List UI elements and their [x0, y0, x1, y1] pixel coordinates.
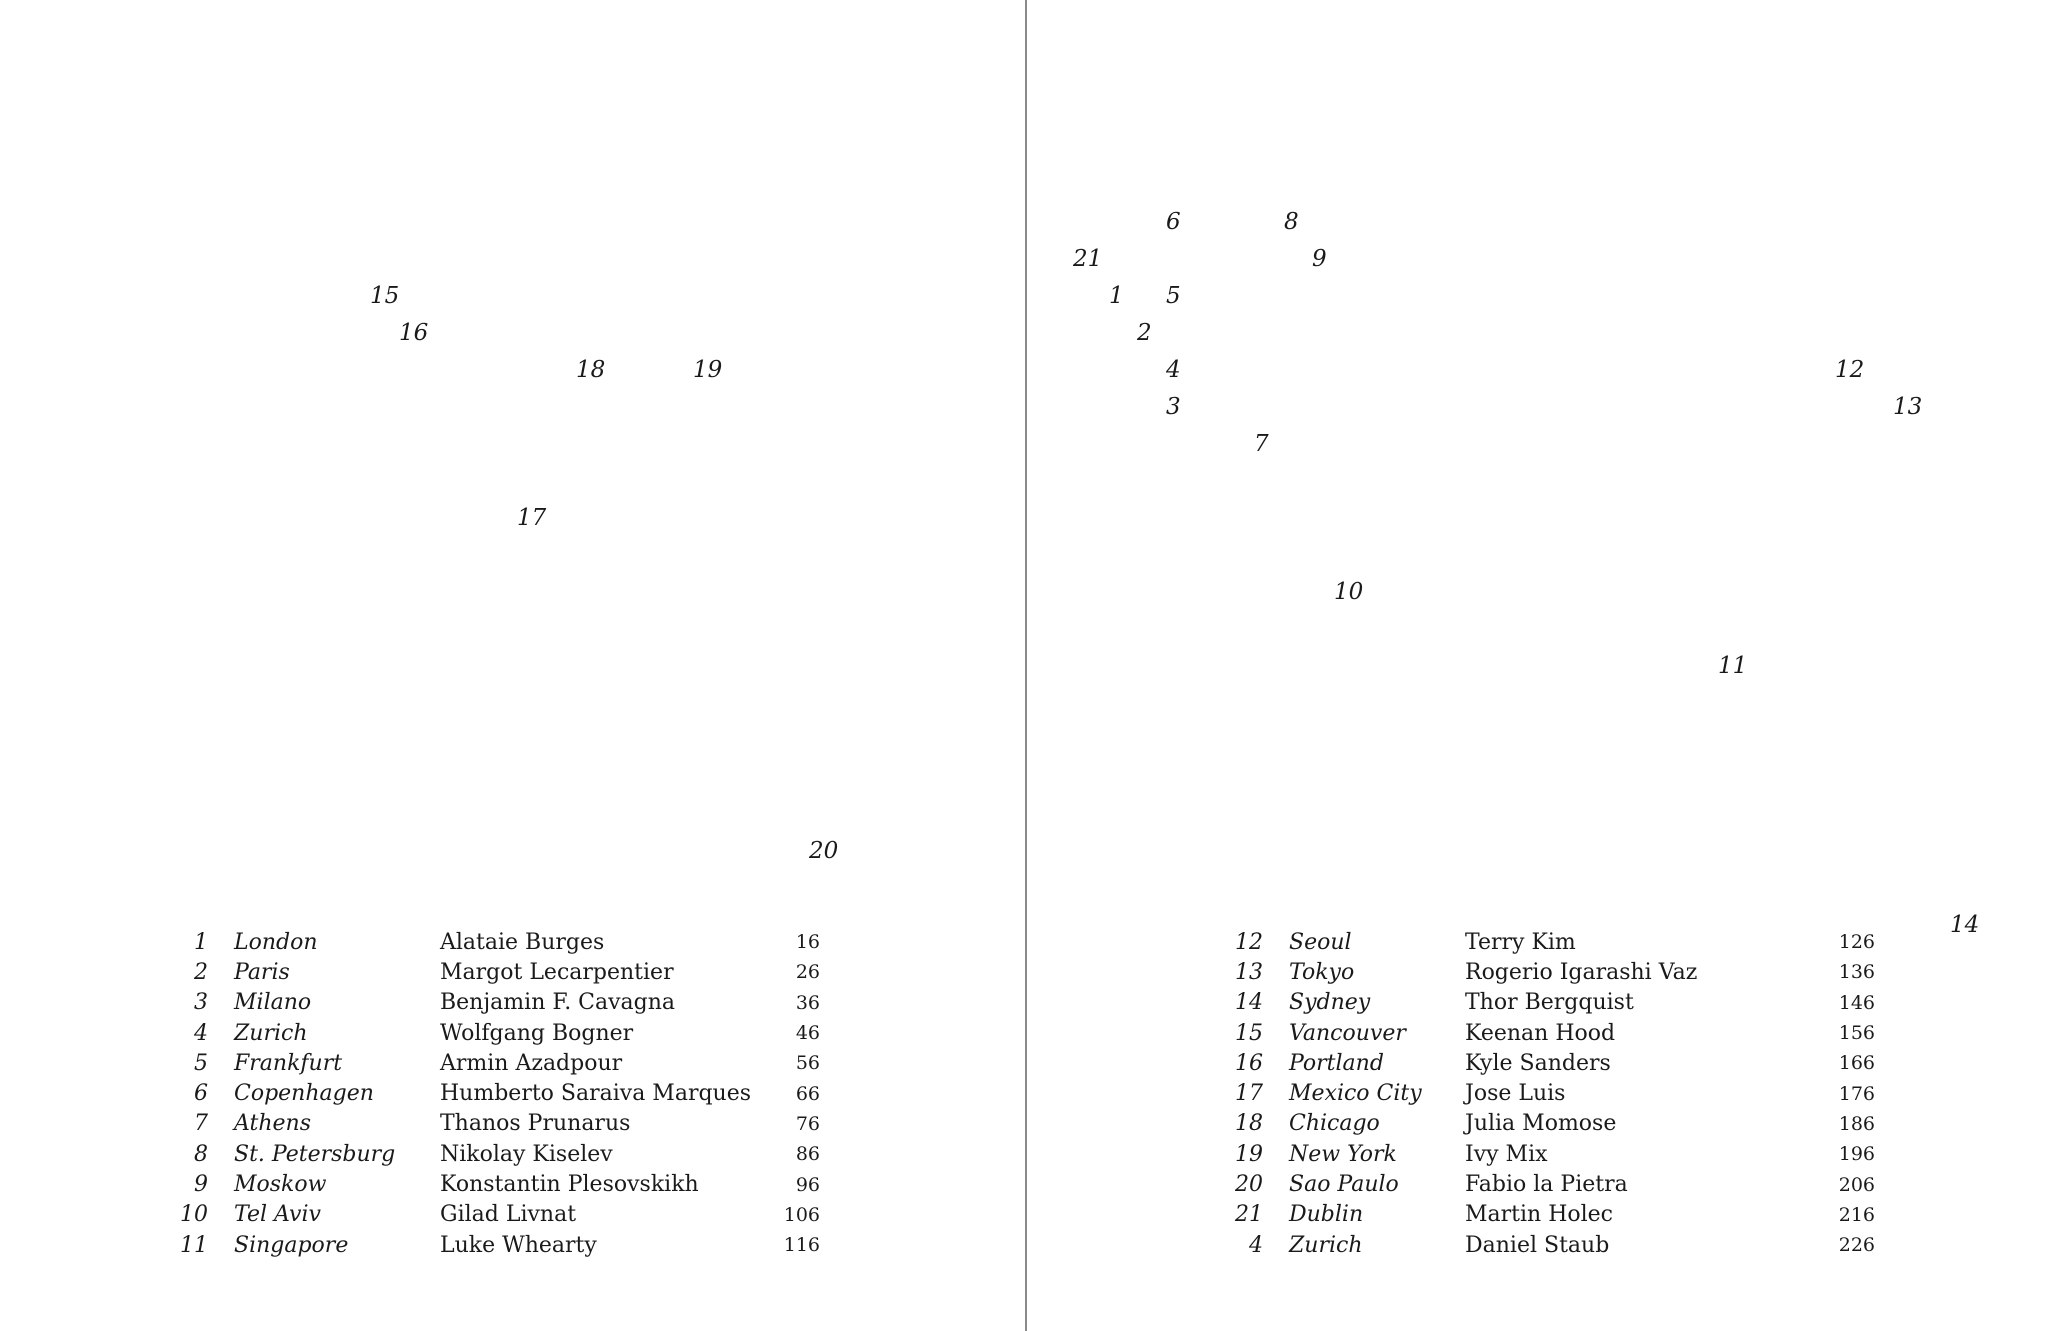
page-number: 206 — [1838, 1173, 1875, 1196]
person-name: Thor Bergquist — [1465, 990, 1634, 1016]
table-row — [1226, 1018, 1875, 1048]
entry-number: 5 — [194, 1050, 208, 1076]
map-marker: 21 — [1073, 246, 1103, 272]
person-name: Daniel Staub — [1465, 1232, 1610, 1258]
page-number: 116 — [783, 1234, 820, 1257]
table-row — [176, 927, 820, 957]
table-row — [176, 1230, 820, 1260]
person-name: Fabio la Pietra — [1465, 1172, 1628, 1198]
entry-number: 4 — [1249, 1232, 1263, 1258]
entry-number: 14 — [1235, 990, 1263, 1016]
table-row — [1226, 1109, 1875, 1139]
city-name: Portland — [1289, 1050, 1384, 1076]
person-name: Benjamin F. Cavagna — [440, 990, 676, 1016]
map-marker: 10 — [1334, 579, 1364, 605]
entry-number: 1 — [194, 929, 208, 955]
map-marker: 16 — [399, 320, 429, 346]
person-name: Konstantin Plesovskikh — [440, 1172, 699, 1198]
table-row — [176, 957, 820, 987]
person-name: Martin Holec — [1465, 1202, 1614, 1228]
page-number: 226 — [1838, 1234, 1875, 1257]
map-marker: 3 — [1166, 394, 1181, 420]
person-name: Thanos Prunarus — [440, 1111, 631, 1137]
person-name: Alataie Burges — [440, 929, 605, 955]
person-name: Nikolay Kiselev — [440, 1141, 613, 1167]
table-row — [1226, 1200, 1875, 1230]
entry-number: 3 — [194, 990, 208, 1016]
map-marker: 13 — [1893, 394, 1923, 420]
city-name: Tokyo — [1289, 959, 1355, 985]
city-name: Dublin — [1289, 1202, 1364, 1228]
map-marker: 12 — [1835, 357, 1865, 383]
entry-number: 7 — [194, 1111, 208, 1137]
person-name: Julia Momose — [1465, 1111, 1617, 1137]
page-number: 126 — [1838, 931, 1875, 954]
city-name: London — [234, 929, 318, 955]
map-marker: 8 — [1284, 209, 1299, 235]
city-name: Sao Paulo — [1289, 1172, 1399, 1198]
map-marker: 1 — [1109, 283, 1124, 309]
table-row — [176, 1109, 820, 1139]
table-row — [176, 1018, 820, 1048]
entry-number: 19 — [1235, 1141, 1263, 1167]
city-name: Mexico City — [1289, 1081, 1422, 1107]
city-name: St. Petersburg — [234, 1141, 396, 1167]
page-number: 16 — [795, 931, 820, 954]
map-marker: 6 — [1166, 209, 1181, 235]
person-name: Humberto Saraiva Marques — [440, 1081, 752, 1107]
city-name: Athens — [234, 1111, 311, 1137]
map-marker: 19 — [693, 357, 723, 383]
entry-number: 2 — [194, 959, 208, 985]
page-number: 216 — [1838, 1203, 1875, 1226]
page-number: 166 — [1838, 1052, 1875, 1075]
entry-number: 18 — [1235, 1111, 1263, 1137]
entry-number: 13 — [1235, 959, 1263, 985]
map-marker: 5 — [1166, 283, 1181, 309]
entry-number: 12 — [1235, 929, 1263, 955]
page-number: 136 — [1838, 961, 1875, 984]
city-name: Moskow — [234, 1172, 327, 1198]
city-index-table-right — [1226, 927, 1875, 1260]
table-row — [176, 1078, 820, 1108]
table-row — [176, 1169, 820, 1199]
person-name: Gilad Livnat — [440, 1202, 577, 1228]
entry-number: 4 — [194, 1020, 208, 1046]
page-number: 176 — [1838, 1082, 1875, 1105]
entry-number: 9 — [194, 1172, 208, 1198]
table-row — [1226, 927, 1875, 957]
person-name: Terry Kim — [1465, 929, 1576, 955]
page-gutter-divider — [1025, 0, 1027, 1331]
city-name: New York — [1289, 1141, 1397, 1167]
map-marker: 17 — [517, 505, 547, 531]
person-name: Wolfgang Bogner — [440, 1020, 634, 1046]
person-name: Margot Lecarpentier — [440, 959, 674, 985]
entry-number: 17 — [1235, 1081, 1263, 1107]
person-name: Armin Azadpour — [440, 1050, 623, 1076]
entry-number: 8 — [194, 1141, 208, 1167]
page-number: 106 — [783, 1203, 820, 1226]
page-number: 76 — [795, 1112, 820, 1135]
page-number: 146 — [1838, 991, 1875, 1014]
table-row — [1226, 1078, 1875, 1108]
city-name: Singapore — [234, 1232, 349, 1258]
map-marker: 11 — [1718, 653, 1748, 679]
entry-number: 21 — [1235, 1202, 1263, 1228]
map-marker: 2 — [1137, 320, 1152, 346]
person-name: Kyle Sanders — [1465, 1050, 1611, 1076]
person-name: Rogerio Igarashi Vaz — [1465, 959, 1698, 985]
table-row — [1226, 1169, 1875, 1199]
city-name: Vancouver — [1289, 1020, 1406, 1046]
table-row — [1226, 957, 1875, 987]
map-marker: 9 — [1312, 246, 1327, 272]
page-number: 86 — [795, 1143, 820, 1166]
entry-number: 10 — [180, 1202, 208, 1228]
entry-number: 20 — [1235, 1172, 1263, 1198]
city-name: Seoul — [1289, 929, 1352, 955]
entry-number: 16 — [1235, 1050, 1263, 1076]
map-marker: 4 — [1166, 357, 1181, 383]
city-name: Milano — [234, 990, 312, 1016]
map-marker: 18 — [576, 357, 606, 383]
table-row — [176, 1139, 820, 1169]
city-name: Sydney — [1289, 990, 1371, 1016]
table-row — [1226, 1230, 1875, 1260]
city-name: Paris — [234, 959, 290, 985]
map-marker: 14 — [1950, 912, 1980, 938]
city-name: Tel Aviv — [234, 1202, 321, 1228]
page-number: 96 — [795, 1173, 820, 1196]
table-row — [176, 1048, 820, 1078]
person-name: Keenan Hood — [1465, 1020, 1616, 1046]
page-number: 196 — [1838, 1143, 1875, 1166]
map-marker: 15 — [370, 283, 400, 309]
city-name: Zurich — [234, 1020, 308, 1046]
map-marker: 7 — [1254, 431, 1269, 457]
table-row — [1226, 1139, 1875, 1169]
page-number: 36 — [795, 991, 820, 1014]
city-name: Chicago — [1289, 1111, 1380, 1137]
person-name: Luke Whearty — [440, 1232, 597, 1258]
person-name: Jose Luis — [1465, 1081, 1566, 1107]
page-number: 46 — [795, 1022, 820, 1045]
page-number: 26 — [795, 961, 820, 984]
person-name: Ivy Mix — [1465, 1141, 1548, 1167]
page-number: 156 — [1838, 1022, 1875, 1045]
page-number: 56 — [795, 1052, 820, 1075]
city-index-table-left — [176, 927, 820, 1260]
city-name: Copenhagen — [234, 1081, 374, 1107]
entry-number: 11 — [180, 1232, 208, 1258]
city-name: Zurich — [1289, 1232, 1363, 1258]
city-name: Frankfurt — [234, 1050, 343, 1076]
entry-number: 15 — [1235, 1020, 1263, 1046]
map-marker: 20 — [809, 838, 839, 864]
table-row — [176, 988, 820, 1018]
page-number: 186 — [1838, 1112, 1875, 1135]
table-row — [1226, 1048, 1875, 1078]
entry-number: 6 — [194, 1081, 208, 1107]
page-number: 66 — [795, 1082, 820, 1105]
table-row — [176, 1200, 820, 1230]
table-row — [1226, 988, 1875, 1018]
